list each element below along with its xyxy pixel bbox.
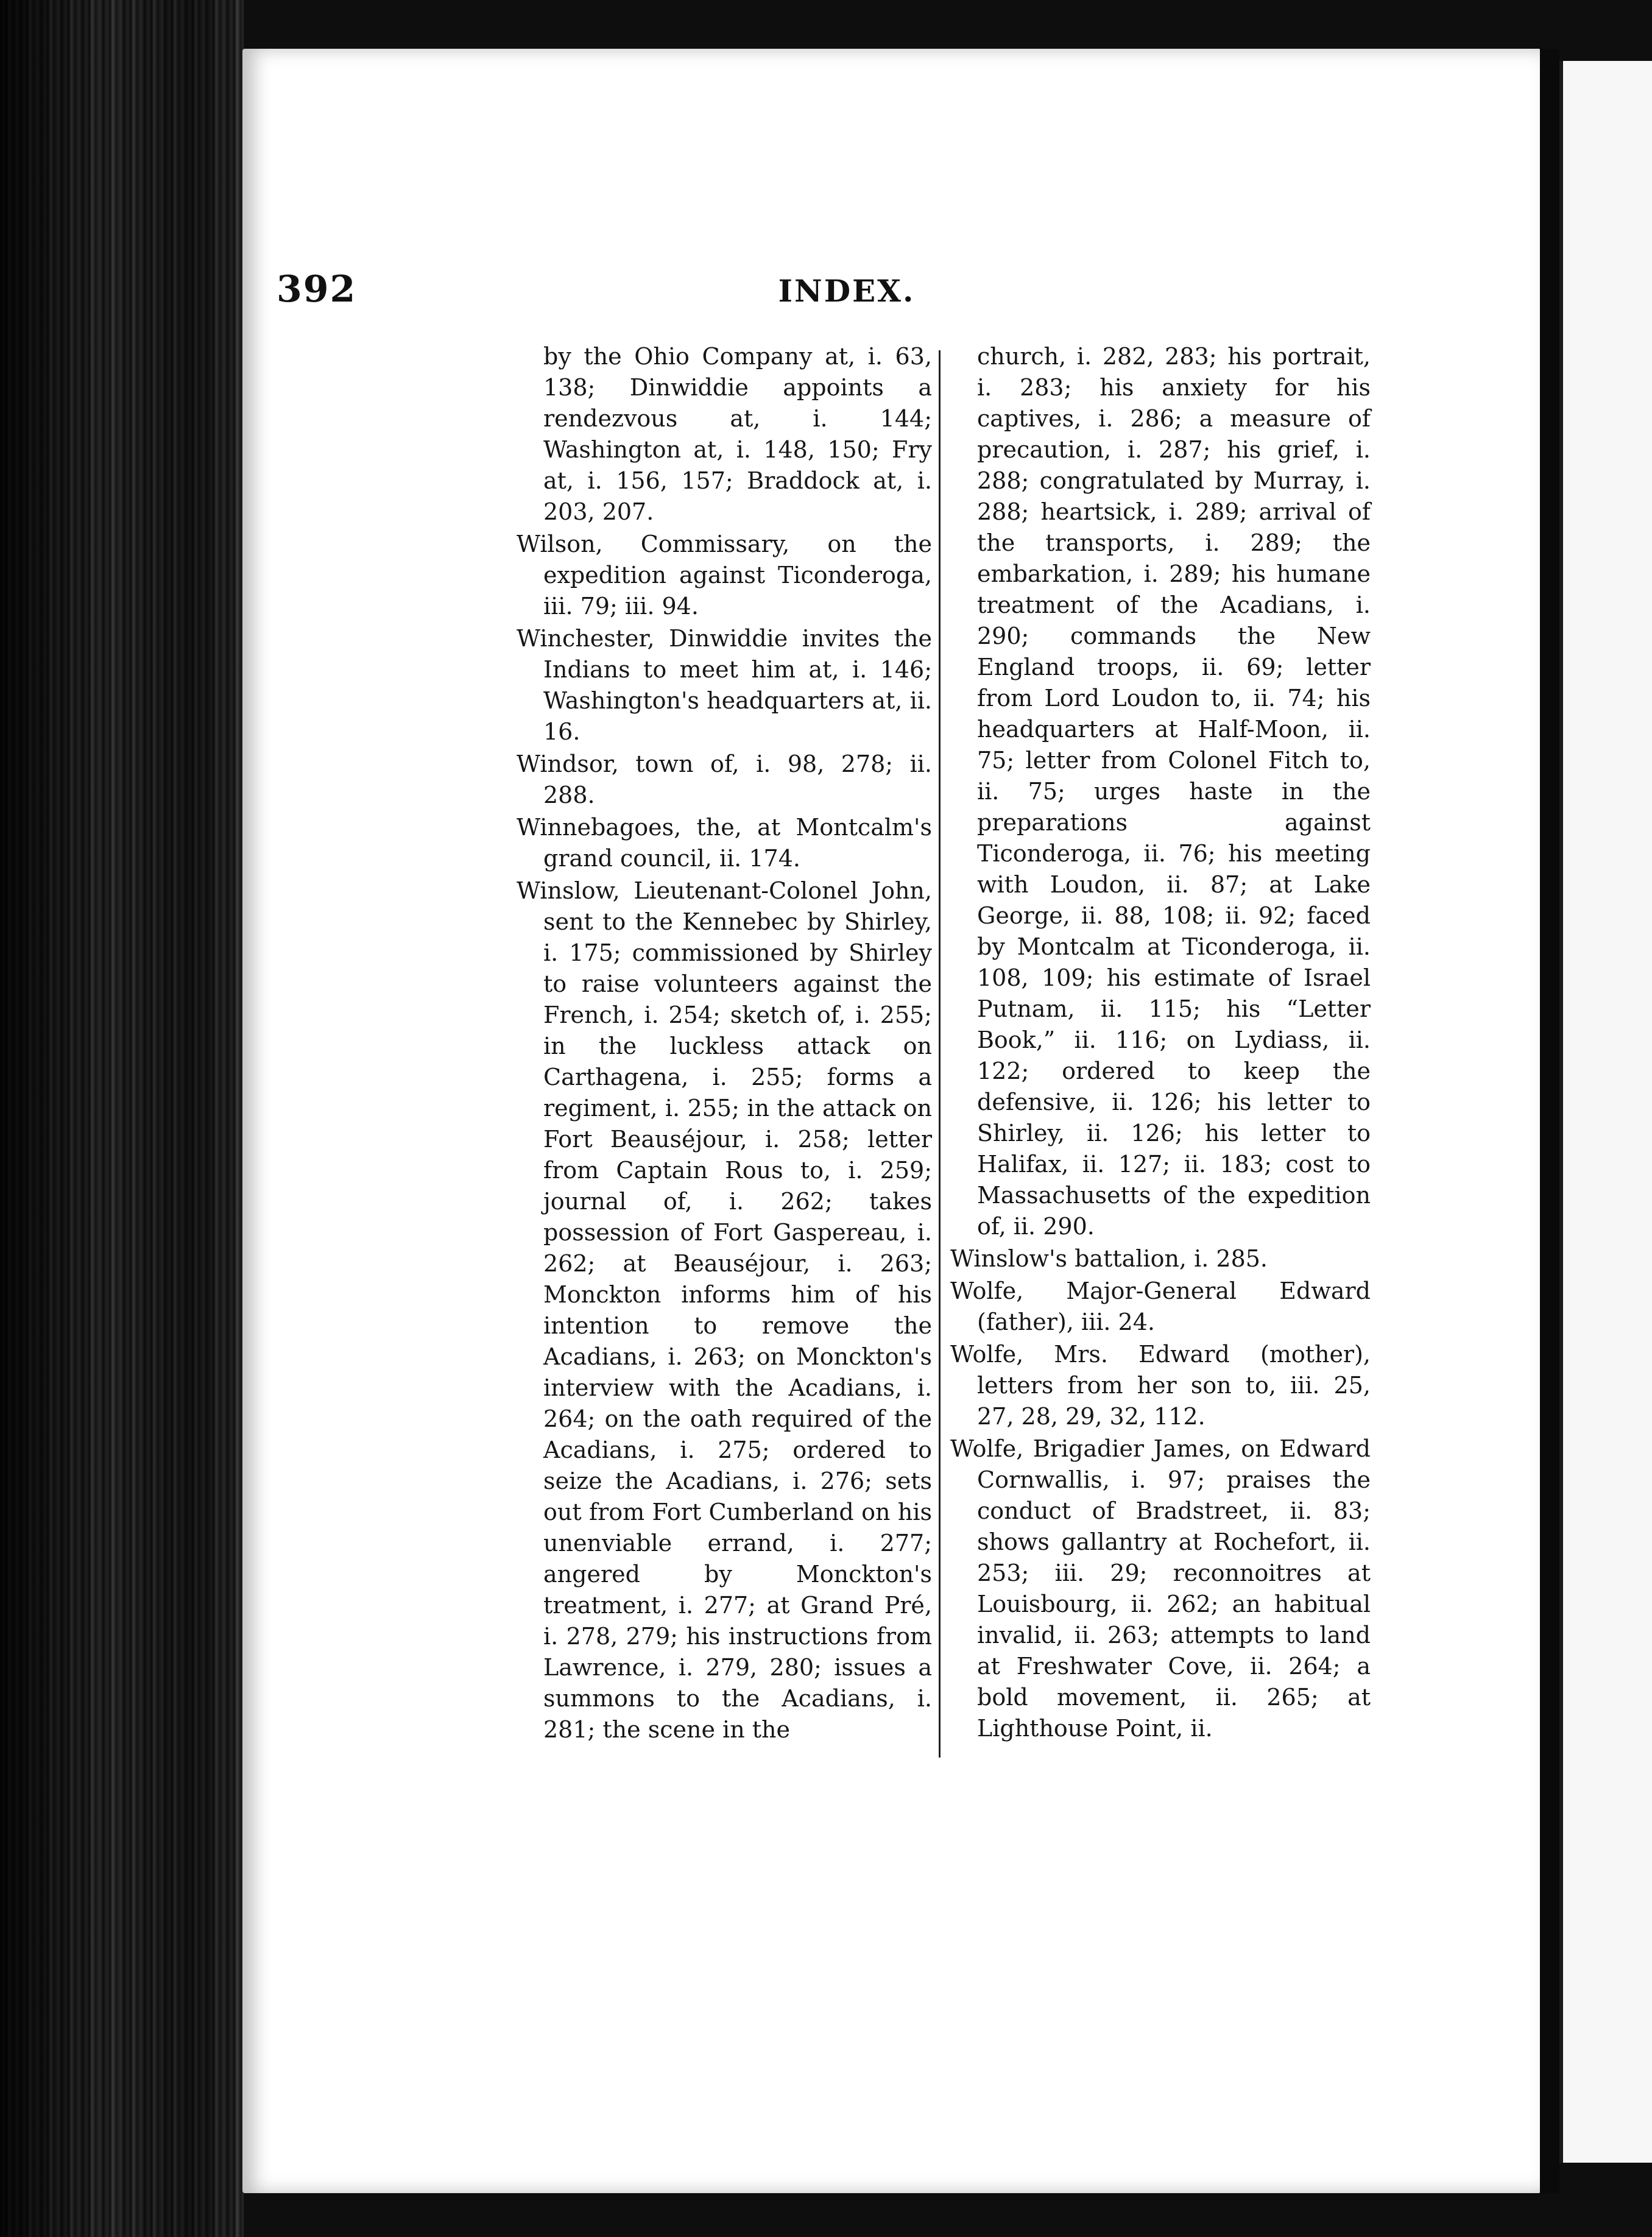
index-column-right: [950, 341, 1371, 1745]
column-divider: [939, 350, 941, 1758]
index-entry-continuation: by the Ohio Company at, i. 63, 138; Dinwiddie appoints a rendezvous at, i. 144; Washington at, i. 148, 150; Fry at, i. 156, 157; Braddock at, i. 203, 207.: [543, 343, 932, 525]
index-entry: Wolfe, Major-General Edward (father), iii. 24.: [950, 1278, 1371, 1335]
page-number: 392: [277, 268, 357, 311]
facing-page-edge: [1559, 61, 1652, 2163]
index-entry: Winnebagoes, the, at Montcalm's grand council, ii. 174.: [517, 814, 932, 872]
running-head: INDEX.: [778, 273, 916, 309]
index-entry: Wolfe, Brigadier James, on Edward Cornwallis, i. 97; praises the conduct of Bradstreet, ii. 83; shows gallantry at Rochefort, ii. 253; iii. 29; reconnoitres at Louisbourg, ii. 262; an habitual invalid, ii. 263; attempts to land at Freshwater Cove, ii. 264; a bold movement, ii. 265; at Lighthouse Point, ii.: [950, 1435, 1371, 1742]
index-entry: Wilson, Commissary, on the expedition against Ticonderoga, iii. 79; iii. 94.: [517, 531, 932, 620]
index-entry: Winslow, Lieutenant-Colonel John, sent to the Kennebec by Shirley, i. 175; commissioned by Shirley to raise volunteers against the French, i. 254; sketch of, i. 255; in the luckless attack on Carthagena, i. 255; forms a regiment, i. 255; in the attack on Fort Beauséjour, i. 258; letter from Captain Rous to, i. 259; journal of, i. 262; takes possession of Fort Gaspereau, i. 262; at Beauséjour, i. 263; Monckton informs him of his intention to remove the Acadians, i. 263; on Monckton's interview with the Acadians, i. 264; on the oath required of the Acadians, i. 275; ordered to seize the Acadians, i. 276; sets out from Fort Cumberland on his unenviable errand, i. 277; angered by Monckton's treatment, i. 277; at Grand Pré, i. 278, 279; his instructions from Lawrence, i. 279, 280; issues a summons to the Acadians, i. 281; the scene in the: [517, 877, 932, 1743]
index-entry: Winchester, Dinwiddie invites the Indians to meet him at, i. 146; Washington's headquarters at, ii. 16.: [517, 625, 932, 745]
index-entry: Winslow's battalion, i. 285.: [950, 1245, 1268, 1272]
index-entry: Wolfe, Mrs. Edward (mother), letters from her son to, iii. 25, 27, 28, 29, 32, 112.: [950, 1341, 1371, 1430]
index-column-left: [517, 341, 932, 1747]
index-entry-continuation: church, i. 282, 283; his portrait, i. 283; his anxiety for his captives, i. 286; a measure of precaution, i. 287; his grief, i. 288; congratulated by Murray, i. 288; heartsick, i. 289; arrival of the transports, i. 289; the embarkation, i. 289; his humane treatment of the Acadians, i. 290; commands the New England troops, ii. 69; letter from Lord Loudon to, ii. 74; his headquarters at Half-Moon, ii. 75; letter from Colonel Fitch to, ii. 75; urges haste in the preparations against Ticonderoga, ii. 76; his meeting with Loudon, ii. 87; at Lake George, ii. 88, 108; ii. 92; faced by Montcalm at Ticonderoga, ii. 108, 109; his estimate of Israel Putnam, ii. 115; his “Letter Book,” ii. 116; on Lydiass, ii. 122; ordered to keep the defensive, ii. 126; his letter to Shirley, ii. 126; his letter to Halifax, ii. 127; ii. 183; cost to Massachusetts of the expedition of, ii. 290.: [977, 343, 1371, 1240]
spine-shadow: [0, 0, 244, 2237]
index-entry: Windsor, town of, i. 98, 278; ii. 288.: [517, 751, 932, 808]
gutter-shadow: [1540, 49, 1559, 2193]
